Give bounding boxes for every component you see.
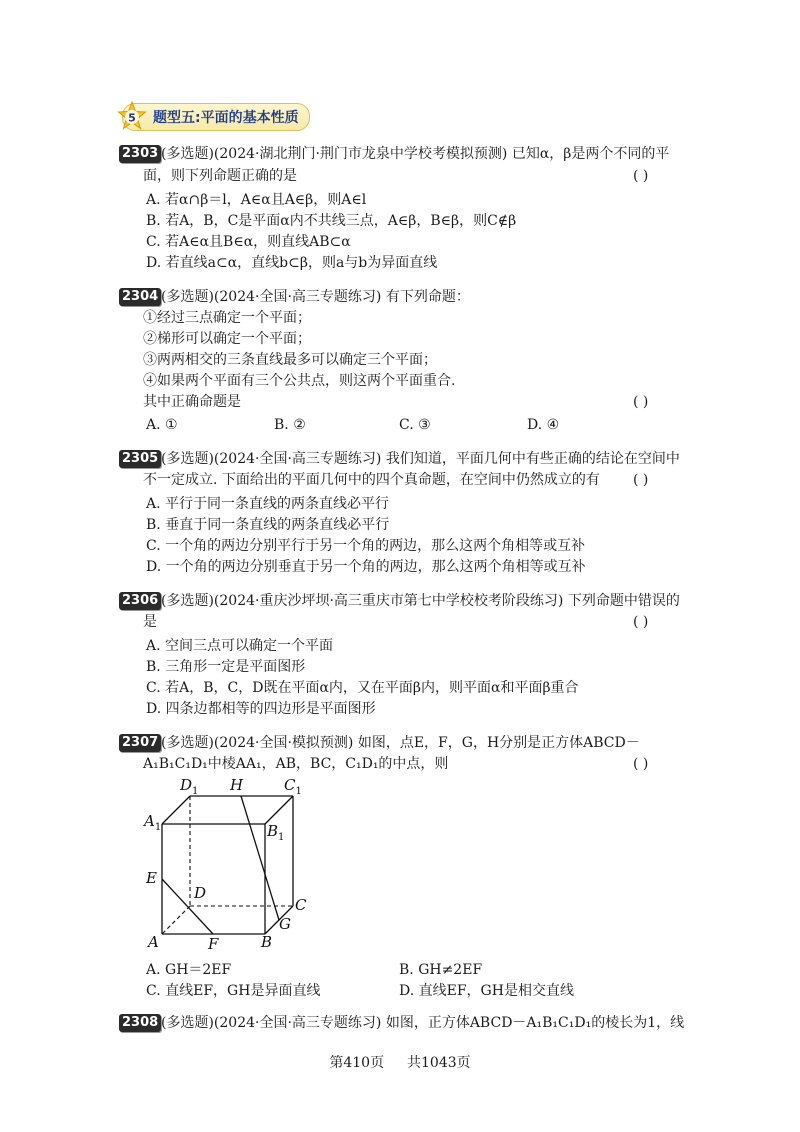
option: C. ③ <box>399 417 431 433</box>
page-footer <box>0 1052 800 1072</box>
question-text: 是 <box>143 614 157 630</box>
option: B. ② <box>274 417 306 433</box>
question-text: (多选题)(2024·湖北荆门·荆门市龙泉中学校考模拟预测) 已知α，β是两个不同的平 <box>161 146 670 162</box>
star-badge-icon <box>117 101 147 131</box>
option: A. 空间三点可以确定一个平面 <box>146 638 334 654</box>
option: B. GH≠2EF <box>399 962 483 978</box>
question-ask: 其中正确命题是 <box>143 394 241 410</box>
label-a: A <box>148 933 159 951</box>
option: D. 一个角的两边分别垂直于另一个角的两边，那么这两个角相等或互补 <box>146 559 586 575</box>
list-item: ②梯形可以确定一个平面； <box>143 331 311 347</box>
question-number: 2305 <box>119 450 161 468</box>
option: B. 若A，B，C是平面α内不共线三点，A∈β，B∈β，则C∉β <box>146 213 517 229</box>
section-banner <box>122 103 310 131</box>
label-c: C <box>295 896 307 914</box>
label-b1: $B_1$ <box>267 822 285 843</box>
option: D. 若直线a⊂α，直线b⊂β，则a与b为异面直线 <box>146 255 438 271</box>
question-text: (多选题)(2024·全国·高三专题练习) 我们知道，平面几何中有些正确的结论在空间中 <box>161 451 680 467</box>
option: A. 平行于同一条直线的两条直线必平行 <box>146 496 390 512</box>
label-d: D <box>194 884 207 902</box>
question-number: 2303 <box>119 145 161 163</box>
option: A. 若α∩β＝l，A∈α且A∈β，则A∈l <box>146 192 367 208</box>
option: C. 直线EF，GH是异面直线 <box>146 983 321 999</box>
label-c1: $C_1$ <box>284 776 302 797</box>
answer-paren: ( ) <box>633 614 649 630</box>
label-d1: $D_1$ <box>180 776 199 797</box>
section-title: 题型五:平面的基本性质 <box>153 110 299 126</box>
question-number: 2308 <box>119 1014 161 1032</box>
label-a1: $A_1$ <box>144 812 162 833</box>
option: D. 直线EF，GH是相交直线 <box>399 983 574 999</box>
edge-a1d1 <box>162 796 190 824</box>
option: C. 若A∈α且B∈α，则直线AB⊂α <box>146 234 351 250</box>
section-number: 5 <box>128 111 136 125</box>
option: D. ④ <box>527 417 560 433</box>
list-item: ①经过三点确定一个平面； <box>143 310 311 326</box>
option: C. 一个角的两边分别平行于另一个角的两边，那么这两个角相等或互补 <box>146 538 586 554</box>
page-number: 第410页 <box>329 1055 385 1071</box>
question-number: 2304 <box>119 288 161 306</box>
label-b: B <box>261 933 273 951</box>
label-f: F <box>208 935 219 952</box>
edge-da-hidden <box>162 906 190 934</box>
question-text: (多选题)(2024·全国·模拟预测) 如图，点E，F，G，H分别是正方体ABCD－ <box>161 735 640 751</box>
label-g: G <box>279 915 291 933</box>
option: C. 若A，B，C，D既在平面α内，又在平面β内，则平面α和平面β重合 <box>146 680 579 696</box>
option: A. GH＝2EF <box>146 962 232 978</box>
edge-c1b1 <box>265 796 293 824</box>
answer-paren: ( ) <box>633 394 649 410</box>
question-text: A₁B₁C₁D₁中棱AA₁，AB，BC，C₁D₁的中点，则 <box>143 756 449 772</box>
cube-figure <box>140 772 310 952</box>
question-text: (多选题)(2024·全国·高三专题练习) 有下列命题： <box>161 289 470 305</box>
label-h: H <box>230 776 244 794</box>
page-total: 共1043页 <box>407 1055 471 1071</box>
option: D. 四条边都相等的四边形是平面图形 <box>146 701 376 717</box>
answer-paren: ( ) <box>633 472 649 488</box>
question-number: 2306 <box>119 592 161 610</box>
answer-paren: ( ) <box>633 756 649 772</box>
answer-paren: ( ) <box>633 168 649 184</box>
list-item: ③两两相交的三条直线最多可以确定三个平面； <box>143 352 437 368</box>
question-text: 面，则下列命题正确的是 <box>143 168 297 184</box>
list-item: ④如果两个平面有三个公共点，则这两个平面重合. <box>143 373 456 389</box>
label-e: E <box>146 869 157 887</box>
question-text: 不一定成立. 下面给出的平面几何中的四个真命题，在空间中仍然成立的有 <box>143 472 600 488</box>
question-number: 2307 <box>119 734 161 752</box>
option: B. 三角形一定是平面图形 <box>146 659 306 675</box>
question-text: (多选题)(2024·全国·高三专题练习) 如图，正方体ABCD－A₁B₁C₁D₁的棱长为1，线 <box>161 1015 685 1031</box>
segment-hg <box>241 796 279 920</box>
option: B. 垂直于同一条直线的两条直线必平行 <box>146 517 390 533</box>
option: A. ① <box>146 417 178 433</box>
question-text: (多选题)(2024·重庆沙坪坝·高三重庆市第七中学校校考阶段练习) 下列命题中错误的 <box>161 593 680 609</box>
